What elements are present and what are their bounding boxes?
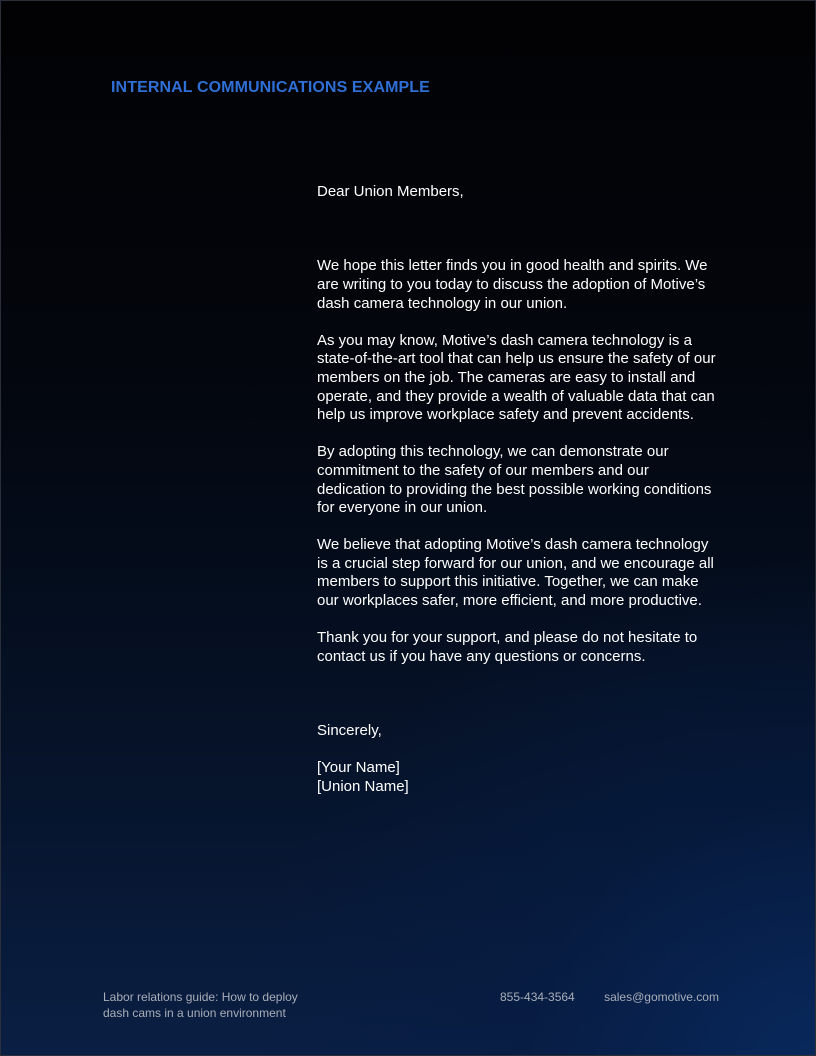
letter-closing: Sincerely, — [317, 722, 382, 740]
letter-paragraph-5: Thank you for your support, and please do not hesitate to contact us if you have any questions or concerns. — [317, 629, 698, 665]
footer-phone: 855-434-3564 — [500, 990, 575, 1004]
letter-paragraph-4: We believe that adopting Motive’s dash camera technology is a crucial step forward for our union, and we encourage all members to support this initiative. Together, we can make our workplaces safer, more efficient, and more productive. — [317, 536, 714, 610]
footer-contact — [500, 989, 719, 1005]
letter-paragraph-2: As you may know, Motive’s dash camera technology is a state-of-the-art tool that can help us ensure the safety of our members on the job. The cameras are easy to install and operate, and they provide a wealth of valuable data that can help us improve workplace safety and prevent accidents. — [317, 331, 716, 424]
footer-guide-title-line-1: Labor relations guide: How to deploy — [103, 990, 298, 1004]
signature-organization: [Union Name] — [317, 778, 409, 796]
section-heading: INTERNAL COMMUNICATIONS EXAMPLE — [111, 79, 430, 96]
footer-email: sales@gomotive.com — [604, 990, 719, 1004]
footer-guide-title — [103, 989, 363, 1021]
signature-name: [Your Name] — [317, 759, 400, 777]
letter-salutation: Dear Union Members, — [317, 183, 464, 200]
letter-paragraph-1: We hope this letter finds you in good health and spirits. We are writing to you today to discuss the adoption of Motive’s dash camera technology in our union. — [317, 257, 708, 312]
letter-body — [317, 183, 717, 797]
letter-paragraph-3: By adopting this technology, we can demonstrate our commitment to the safety of our members and our dedication to providing the best possible working conditions for everyone in our union. — [317, 443, 712, 517]
footer-guide-title-line-2: dash cams in a union environment — [103, 1006, 286, 1020]
